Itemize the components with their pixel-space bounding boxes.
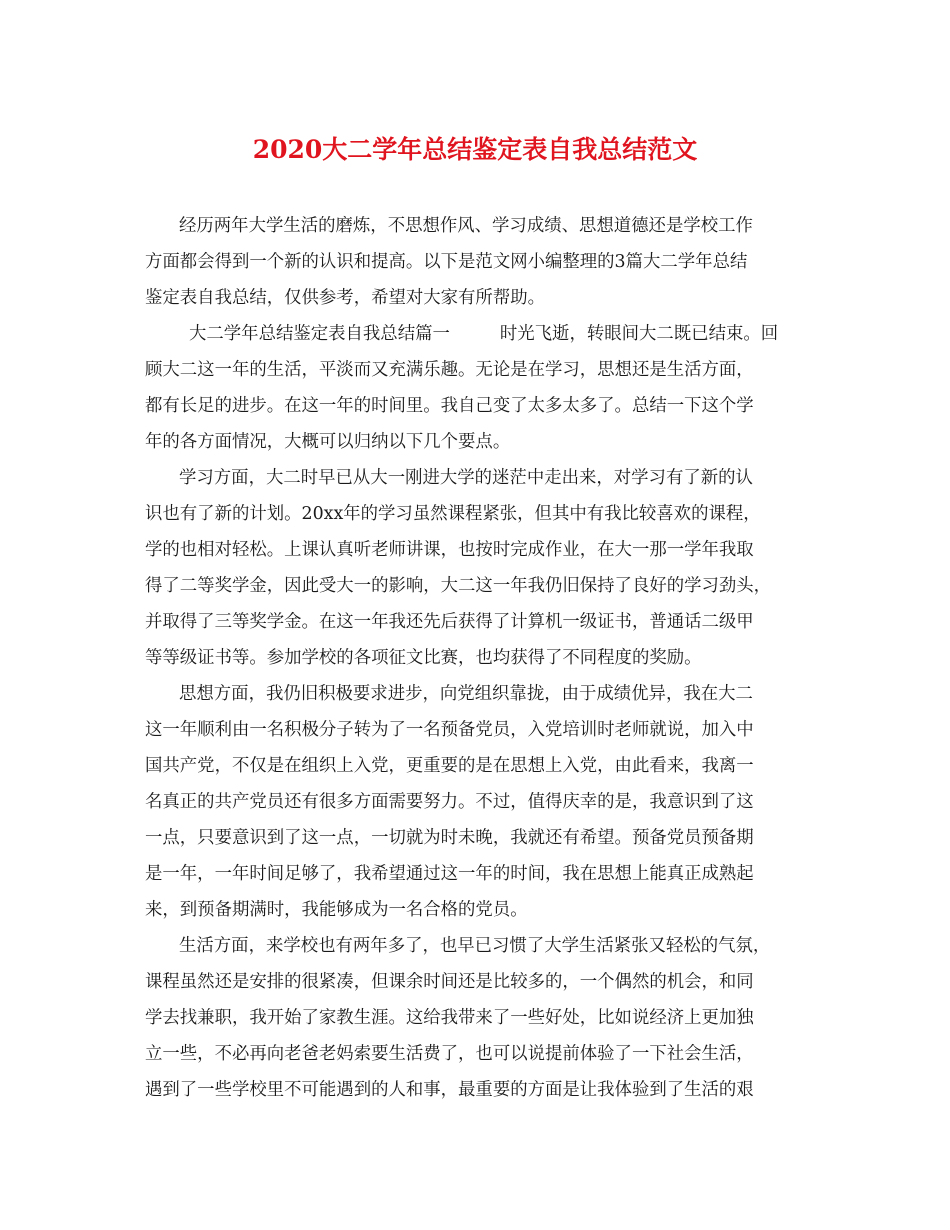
paragraph-line: 国共产党，不仅是在组织上入党，更重要的是在思想上入党，由此看来，我离一 — [145, 756, 754, 776]
paragraph-line: 一点，只要意识到了这一点，一切就为时未晚，我就还有希望。预备党员预备期 — [145, 828, 754, 848]
paragraph-line: 是一年，一年时间足够了，我希望通过这一年的时间，我在思想上能真正成熟起 — [145, 864, 754, 884]
paragraph-line: 思想方面，我仍旧积极要求进步，向党组织靠拢，由于成绩优异，我在大二 — [179, 684, 753, 704]
paragraph-line: 年的各方面情况，大概可以归纳以下几个要点。 — [145, 432, 511, 452]
paragraph-line: 来，到预备期满时，我能够成为一名合格的党员。 — [145, 900, 528, 920]
paragraph-line: 学习方面，大二时早已从大一刚进大学的迷茫中走出来，对学习有了新的认 — [179, 468, 753, 488]
paragraph-line: 都有长足的进步。在这一年的时间里。我自己变了太多太多了。总结一下这个学 — [145, 396, 754, 416]
section-heading: 大二学年总结鉴定表自我总结篇一 — [189, 324, 450, 344]
paragraph-line: 方面都会得到一个新的认识和提高。以下是范文网小编整理的3篇大二学年总结 — [145, 252, 748, 272]
paragraph-line: 名真正的共产党员还有很多方面需要努力。不过，值得庆幸的是，我意识到了这 — [145, 792, 754, 812]
paragraph-line: 经历两年大学生活的磨炼，不思想作风、学习成绩、思想道德还是学校工作 — [179, 216, 753, 236]
paragraph-line: 鉴定表自我总结，仅供参考，希望对大家有所帮助。 — [145, 288, 545, 308]
paragraph-line: 学的也相对轻松。上课认真听老师讲课，也按时完成作业，在大一那一学年我取 — [145, 540, 754, 560]
paragraph-line: 顾大二这一年的生活，平淡而又充满乐趣。无论是在学习，思想还是生活方面， — [145, 360, 754, 380]
paragraph-line: 这一年顺利由一名积极分子转为了一名预备党员，入党培训时老师就说，加入中 — [145, 720, 754, 740]
paragraph-line: 识也有了新的计划。20xx年的学习虽然课程紧张，但其中有我比较喜欢的课程， — [145, 504, 761, 524]
document-title: 2020大二学年总结鉴定表自我总结范文 — [252, 135, 698, 164]
paragraph-line: 学去找兼职，我开始了家教生涯。这给我带来了一些好处，比如说经济上更加独 — [145, 1008, 754, 1028]
paragraph-line: 等等级证书等。参加学校的各项征文比赛，也均获得了不同程度的奖励。 — [145, 648, 702, 668]
paragraph-line: 并取得了三等奖学金。在这一年我还先后获得了计算机一级证书，普通话二级甲 — [145, 612, 754, 632]
paragraph-line: 立一些，不必再向老爸老妈索要生活费了，也可以说提前体验了一下社会生活， — [145, 1044, 754, 1064]
paragraph-line: 得了二等奖学金，因此受大一的影响，大二这一年我仍旧保持了良好的学习劲头， — [145, 576, 772, 596]
paragraph-line: 课程虽然还是安排的很紧凑，但课余时间还是比较多的，一个偶然的机会，和同 — [145, 972, 754, 992]
paragraph-line: 遇到了一些学校里不可能遇到的人和事，最重要的方面是让我体验到了生活的艰 — [145, 1080, 754, 1100]
section-heading-line — [145, 316, 810, 352]
document-body — [145, 208, 810, 1108]
paragraph-line: 生活方面，来学校也有两年多了，也早已习惯了大学生活紧张又轻松的气氛， — [179, 936, 771, 956]
paragraph-line: 时光飞逝，转眼间大二既已结束。回 — [499, 324, 779, 344]
